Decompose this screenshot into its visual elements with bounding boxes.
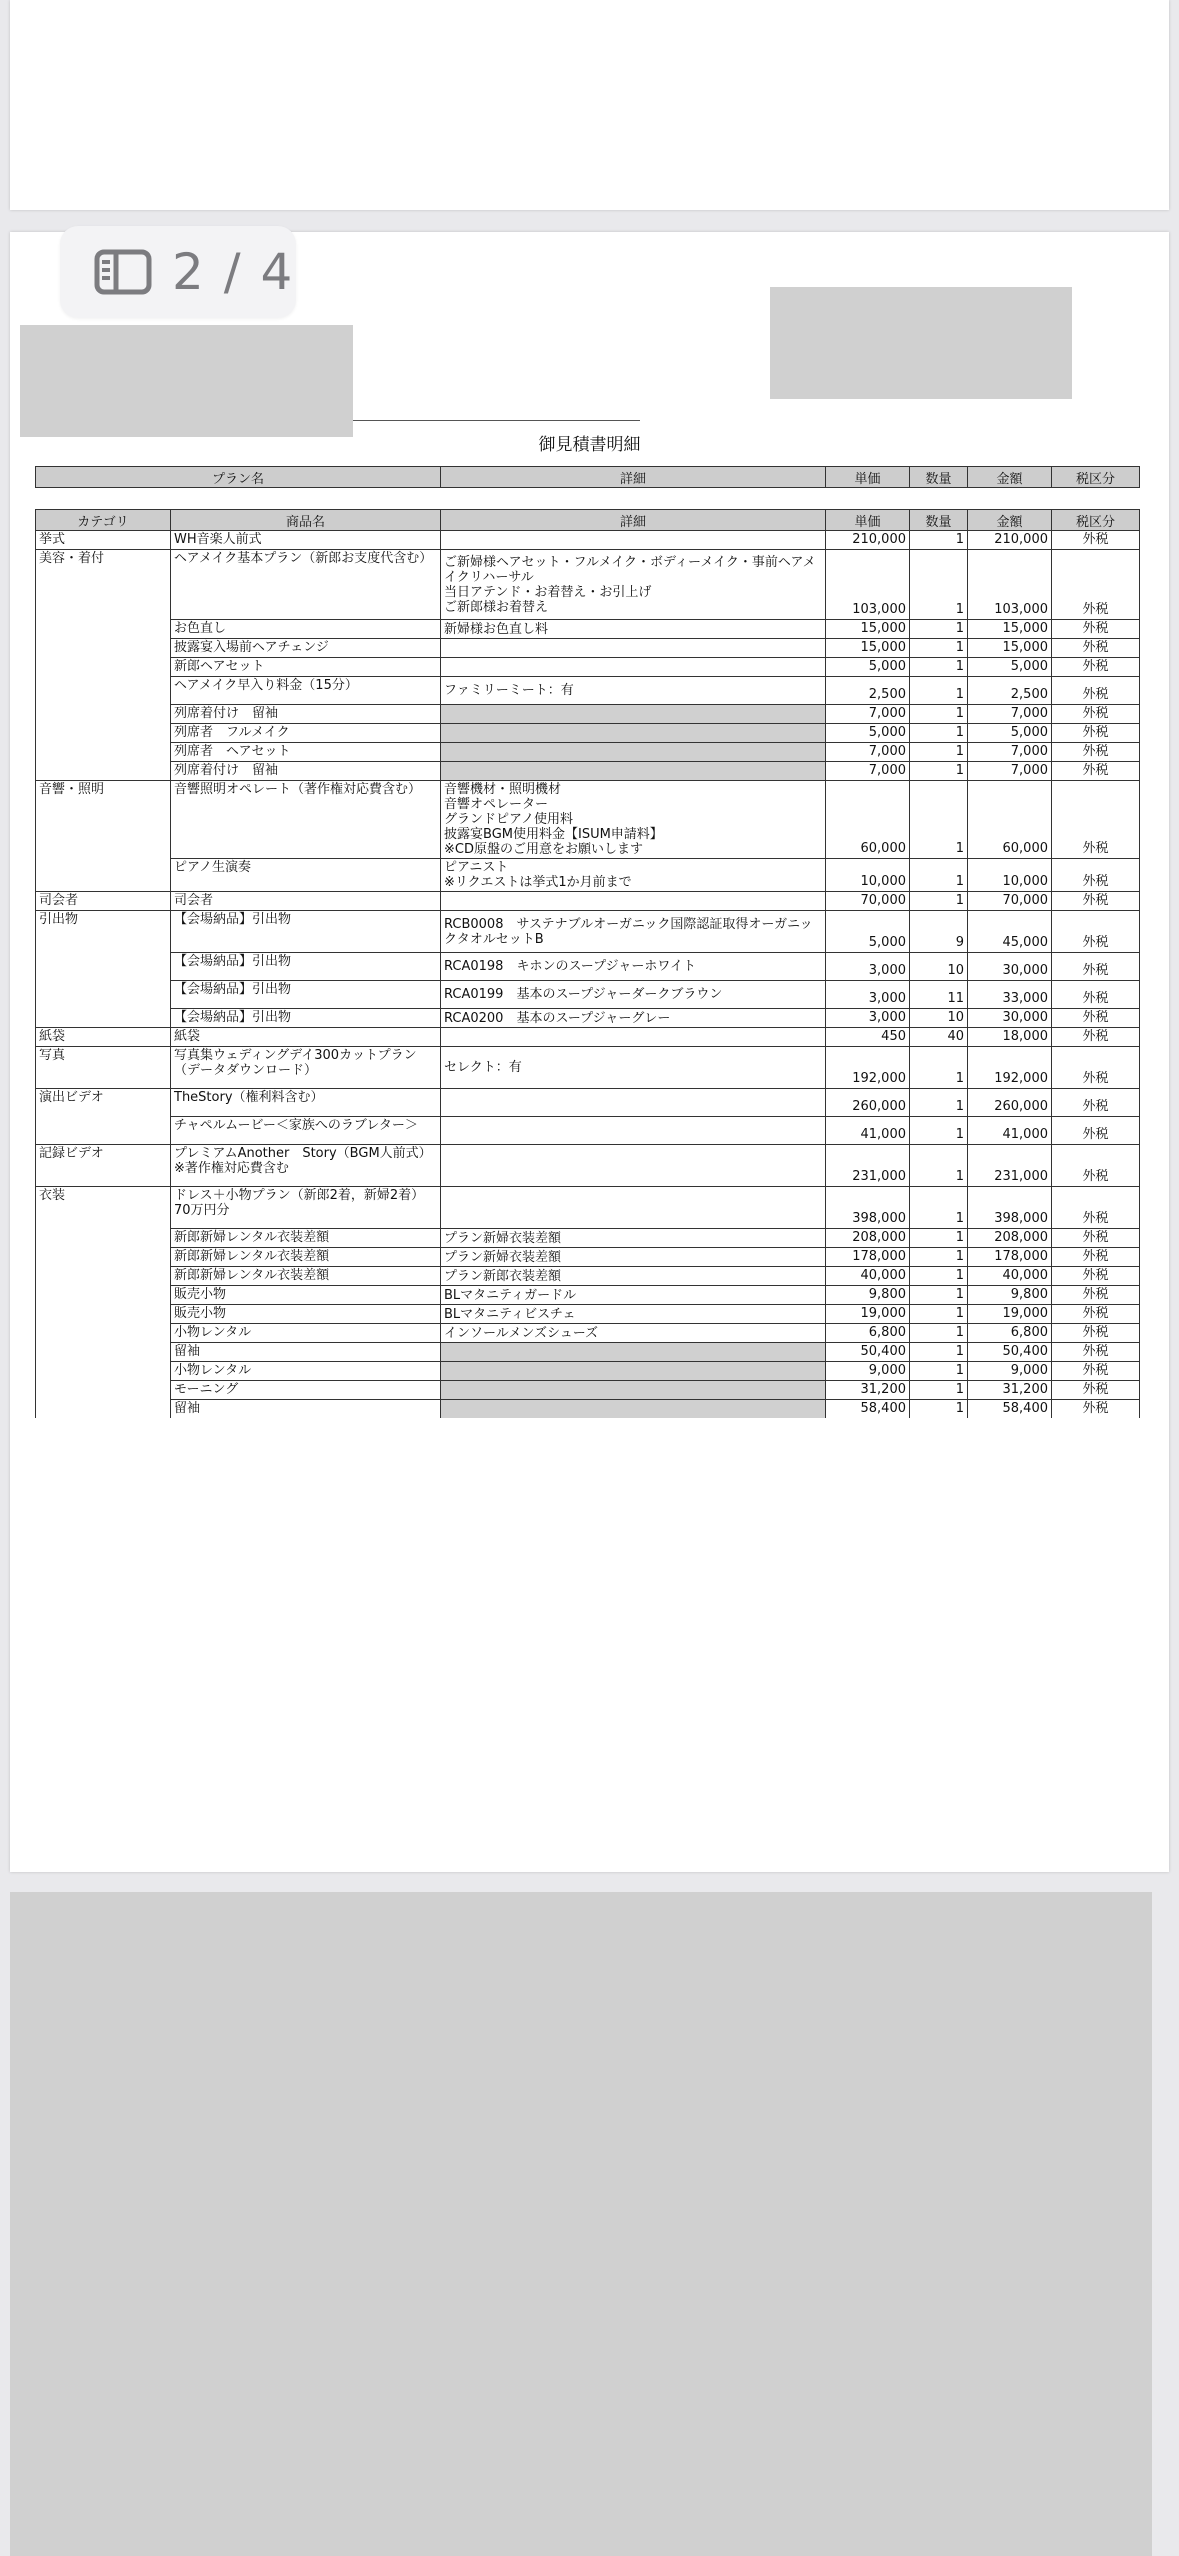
quantity-cell: 1 <box>910 531 968 550</box>
table-row <box>36 531 1140 550</box>
plan-header-cell: 数量 <box>910 467 968 488</box>
tax-type-cell: 外税 <box>1052 1324 1140 1343</box>
plan-header-cell: 金額 <box>968 467 1052 488</box>
detail-cell <box>441 762 826 781</box>
table-row <box>36 620 1140 639</box>
unit-price-cell: 208,000 <box>826 1229 910 1248</box>
item-name-cell: WH音楽人前式 <box>171 531 441 550</box>
detail-cell: ご新婦様ヘアセット・フルメイク・ボディーメイク・事前ヘアメイクリハーサル 当日アテンド・お着替え・お引上げ ご新郎様お着替え <box>441 550 826 620</box>
quantity-cell: 10 <box>910 953 968 981</box>
tax-type-cell: 外税 <box>1052 743 1140 762</box>
category-cell <box>36 1229 171 1248</box>
amount-cell: 7,000 <box>968 743 1052 762</box>
amount-cell: 31,200 <box>968 1381 1052 1400</box>
tax-type-cell: 外税 <box>1052 1229 1140 1248</box>
quantity-cell: 1 <box>910 1343 968 1362</box>
amount-cell: 103,000 <box>968 550 1052 620</box>
table-row <box>36 1400 1140 1419</box>
unit-price-cell: 3,000 <box>826 953 910 981</box>
quantity-cell: 1 <box>910 620 968 639</box>
detail-cell <box>441 531 826 550</box>
quantity-cell: 1 <box>910 1248 968 1267</box>
amount-cell: 208,000 <box>968 1229 1052 1248</box>
amount-cell: 260,000 <box>968 1089 1052 1117</box>
item-name-cell: 【会場納品】引出物 <box>171 981 441 1009</box>
items-header-cell: 税区分 <box>1052 510 1140 531</box>
amount-cell: 2,500 <box>968 677 1052 705</box>
unit-price-cell: 2,500 <box>826 677 910 705</box>
item-name-cell: 新郎新婦レンタル衣装差額 <box>171 1229 441 1248</box>
unit-price-cell: 7,000 <box>826 705 910 724</box>
detail-cell <box>441 892 826 911</box>
table-row <box>36 1248 1140 1267</box>
category-cell <box>36 1305 171 1324</box>
unit-price-cell: 41,000 <box>826 1117 910 1145</box>
tax-type-cell: 外税 <box>1052 1362 1140 1381</box>
quantity-cell: 1 <box>910 1286 968 1305</box>
amount-cell: 45,000 <box>968 911 1052 953</box>
plan-header-cell: プラン名 <box>36 467 441 488</box>
amount-cell: 33,000 <box>968 981 1052 1009</box>
redacted-address <box>770 287 1072 399</box>
amount-cell: 178,000 <box>968 1248 1052 1267</box>
unit-price-cell: 50,400 <box>826 1343 910 1362</box>
category-cell <box>36 658 171 677</box>
amount-cell: 9,800 <box>968 1286 1052 1305</box>
unit-price-cell: 9,800 <box>826 1286 910 1305</box>
category-cell <box>36 677 171 705</box>
item-name-cell: 列席者 ヘアセット <box>171 743 441 762</box>
category-cell <box>36 1324 171 1343</box>
table-row <box>36 1381 1140 1400</box>
amount-cell: 231,000 <box>968 1145 1052 1187</box>
detail-cell: セレクト：有 <box>441 1047 826 1089</box>
item-name-cell: モーニング <box>171 1381 441 1400</box>
tax-type-cell: 外税 <box>1052 658 1140 677</box>
unit-price-cell: 15,000 <box>826 620 910 639</box>
category-cell <box>36 1381 171 1400</box>
category-cell: 写真 <box>36 1047 171 1089</box>
detail-cell <box>441 1400 826 1419</box>
category-cell: 挙式 <box>36 531 171 550</box>
item-name-cell: 留袖 <box>171 1343 441 1362</box>
amount-cell: 70,000 <box>968 892 1052 911</box>
unit-price-cell: 7,000 <box>826 762 910 781</box>
quantity-cell: 1 <box>910 705 968 724</box>
table-row <box>36 1286 1140 1305</box>
quantity-cell: 1 <box>910 658 968 677</box>
items-header-cell: 商品名 <box>171 510 441 531</box>
category-cell: 美容・着付 <box>36 550 171 620</box>
quantity-cell: 1 <box>910 762 968 781</box>
amount-cell: 6,800 <box>968 1324 1052 1343</box>
table-row <box>36 1343 1140 1362</box>
item-name-cell: TheStory（権利料含む） <box>171 1089 441 1117</box>
item-name-cell: プレミアムAnother Story（BGM人前式）※著作権対応費含む <box>171 1145 441 1187</box>
detail-cell <box>441 743 826 762</box>
items-header-cell: カテゴリ <box>36 510 171 531</box>
quantity-cell: 1 <box>910 1047 968 1089</box>
item-name-cell: 販売小物 <box>171 1286 441 1305</box>
plan-header-row <box>36 467 1140 488</box>
category-cell <box>36 1400 171 1419</box>
next-page-redacted <box>10 1892 1152 2556</box>
item-name-cell: 列席着付け 留袖 <box>171 762 441 781</box>
detail-cell <box>441 705 826 724</box>
unit-price-cell: 192,000 <box>826 1047 910 1089</box>
tax-type-cell: 外税 <box>1052 911 1140 953</box>
amount-cell: 30,000 <box>968 953 1052 981</box>
header-rule <box>353 420 640 421</box>
detail-cell: ファミリーミート：有 <box>441 677 826 705</box>
detail-cell <box>441 1117 826 1145</box>
plan-table <box>35 466 1140 488</box>
quantity-cell: 1 <box>910 781 968 859</box>
table-row <box>36 1145 1140 1187</box>
category-cell <box>36 620 171 639</box>
unit-price-cell: 58,400 <box>826 1400 910 1419</box>
redacted-logo <box>20 325 353 437</box>
amount-cell: 60,000 <box>968 781 1052 859</box>
category-cell <box>36 981 171 1009</box>
item-name-cell: チャペルムービー＜家族へのラブレター＞ <box>171 1117 441 1145</box>
items-header-cell: 単価 <box>826 510 910 531</box>
items-header-cell: 詳細 <box>441 510 826 531</box>
quantity-cell: 1 <box>910 859 968 892</box>
category-cell: 司会者 <box>36 892 171 911</box>
table-row <box>36 1324 1140 1343</box>
quantity-cell: 1 <box>910 892 968 911</box>
unit-price-cell: 9,000 <box>826 1362 910 1381</box>
quantity-cell: 1 <box>910 1267 968 1286</box>
quantity-cell: 1 <box>910 639 968 658</box>
plan-header-cell: 単価 <box>826 467 910 488</box>
page-indicator[interactable] <box>60 226 296 318</box>
items-header-cell: 金額 <box>968 510 1052 531</box>
item-name-cell: 新郎新婦レンタル衣装差額 <box>171 1267 441 1286</box>
detail-cell <box>441 1343 826 1362</box>
detail-cell <box>441 639 826 658</box>
detail-cell: プラン新婦衣装差額 <box>441 1229 826 1248</box>
quantity-cell: 1 <box>910 724 968 743</box>
item-name-cell: 音響照明オペレート（著作権対応費含む） <box>171 781 441 859</box>
table-row <box>36 911 1140 953</box>
tax-type-cell: 外税 <box>1052 1400 1140 1419</box>
amount-cell: 5,000 <box>968 658 1052 677</box>
unit-price-cell: 7,000 <box>826 743 910 762</box>
amount-cell: 210,000 <box>968 531 1052 550</box>
quantity-cell: 1 <box>910 1381 968 1400</box>
unit-price-cell: 31,200 <box>826 1381 910 1400</box>
item-name-cell: 紙袋 <box>171 1028 441 1047</box>
quantity-cell: 1 <box>910 743 968 762</box>
item-name-cell: 留袖 <box>171 1400 441 1419</box>
item-name-cell: 【会場納品】引出物 <box>171 911 441 953</box>
category-cell: 紙袋 <box>36 1028 171 1047</box>
amount-cell: 7,000 <box>968 762 1052 781</box>
quantity-cell: 1 <box>910 677 968 705</box>
tax-type-cell: 外税 <box>1052 639 1140 658</box>
amount-cell: 398,000 <box>968 1187 1052 1229</box>
quantity-cell: 1 <box>910 1229 968 1248</box>
items-header-cell: 数量 <box>910 510 968 531</box>
amount-cell: 9,000 <box>968 1362 1052 1381</box>
unit-price-cell: 6,800 <box>826 1324 910 1343</box>
detail-cell: RCB0008 サステナブルオーガニック国際認証取得オーガニックタオルセットB <box>441 911 826 953</box>
table-row <box>36 724 1140 743</box>
unit-price-cell: 260,000 <box>826 1089 910 1117</box>
item-name-cell: 【会場納品】引出物 <box>171 1009 441 1028</box>
category-cell <box>36 1267 171 1286</box>
detail-cell <box>441 1187 826 1229</box>
unit-price-cell: 103,000 <box>826 550 910 620</box>
tax-type-cell: 外税 <box>1052 1028 1140 1047</box>
amount-cell: 192,000 <box>968 1047 1052 1089</box>
tax-type-cell: 外税 <box>1052 724 1140 743</box>
detail-cell: 音響機材・照明機材 音響オペレーター グランドピアノ使用料 披露宴BGM使用料金【ISUM申請料】 ※CD原盤のご用意をお願いします <box>441 781 826 859</box>
table-row <box>36 1089 1140 1117</box>
detail-cell: プラン新郎衣装差額 <box>441 1267 826 1286</box>
quantity-cell: 1 <box>910 1145 968 1187</box>
category-cell <box>36 953 171 981</box>
table-row <box>36 781 1140 859</box>
sidebar-icon <box>94 249 152 295</box>
unit-price-cell: 10,000 <box>826 859 910 892</box>
tax-type-cell: 外税 <box>1052 1047 1140 1089</box>
table-row <box>36 981 1140 1009</box>
unit-price-cell: 3,000 <box>826 981 910 1009</box>
unit-price-cell: 60,000 <box>826 781 910 859</box>
tax-type-cell: 外税 <box>1052 550 1140 620</box>
item-name-cell: 披露宴入場前ヘアチェンジ <box>171 639 441 658</box>
plan-header-cell: 税区分 <box>1052 467 1140 488</box>
quantity-cell: 1 <box>910 1117 968 1145</box>
item-name-cell: 小物レンタル <box>171 1324 441 1343</box>
category-cell <box>36 639 171 658</box>
item-name-cell: 列席者 フルメイク <box>171 724 441 743</box>
category-cell <box>36 1286 171 1305</box>
amount-cell: 15,000 <box>968 639 1052 658</box>
category-cell <box>36 1362 171 1381</box>
category-cell: 演出ビデオ <box>36 1089 171 1117</box>
quantity-cell: 1 <box>910 1324 968 1343</box>
items-table <box>35 509 1140 1418</box>
item-name-cell: 販売小物 <box>171 1305 441 1324</box>
tax-type-cell: 外税 <box>1052 1089 1140 1117</box>
detail-cell: RCA0198 キホンのスープジャーホワイト <box>441 953 826 981</box>
unit-price-cell: 398,000 <box>826 1187 910 1229</box>
quantity-cell: 10 <box>910 1009 968 1028</box>
item-name-cell: ヘアメイク早入り料金（15分） <box>171 677 441 705</box>
tax-type-cell: 外税 <box>1052 1248 1140 1267</box>
tax-type-cell: 外税 <box>1052 677 1140 705</box>
item-name-cell: 【会場納品】引出物 <box>171 953 441 981</box>
table-row <box>36 1009 1140 1028</box>
item-name-cell: 列席着付け 留袖 <box>171 705 441 724</box>
tax-type-cell: 外税 <box>1052 1009 1140 1028</box>
category-cell: 衣装 <box>36 1187 171 1229</box>
tax-type-cell: 外税 <box>1052 859 1140 892</box>
category-cell <box>36 1343 171 1362</box>
unit-price-cell: 40,000 <box>826 1267 910 1286</box>
page-counter: 2 / 4 <box>172 243 295 301</box>
amount-cell: 19,000 <box>968 1305 1052 1324</box>
category-cell <box>36 1248 171 1267</box>
quantity-cell: 1 <box>910 550 968 620</box>
item-name-cell: 司会者 <box>171 892 441 911</box>
detail-cell <box>441 1089 826 1117</box>
amount-cell: 10,000 <box>968 859 1052 892</box>
unit-price-cell: 15,000 <box>826 639 910 658</box>
tax-type-cell: 外税 <box>1052 705 1140 724</box>
tax-type-cell: 外税 <box>1052 1343 1140 1362</box>
quantity-cell: 1 <box>910 1400 968 1419</box>
unit-price-cell: 5,000 <box>826 658 910 677</box>
table-row <box>36 1028 1140 1047</box>
table-row <box>36 677 1140 705</box>
tax-type-cell: 外税 <box>1052 1145 1140 1187</box>
category-cell: 記録ビデオ <box>36 1145 171 1187</box>
table-row <box>36 1187 1140 1229</box>
category-cell: 引出物 <box>36 911 171 953</box>
tax-type-cell: 外税 <box>1052 892 1140 911</box>
quantity-cell: 1 <box>910 1187 968 1229</box>
table-row <box>36 892 1140 911</box>
detail-cell: RCA0200 基本のスープジャーグレー <box>441 1009 826 1028</box>
detail-cell <box>441 1362 826 1381</box>
unit-price-cell: 450 <box>826 1028 910 1047</box>
plan-header-cell: 詳細 <box>441 467 826 488</box>
tax-type-cell: 外税 <box>1052 1187 1140 1229</box>
unit-price-cell: 19,000 <box>826 1305 910 1324</box>
table-row <box>36 639 1140 658</box>
unit-price-cell: 5,000 <box>826 911 910 953</box>
detail-cell: BLマタニティガードル <box>441 1286 826 1305</box>
category-cell <box>36 1117 171 1145</box>
item-name-cell: ピアノ生演奏 <box>171 859 441 892</box>
table-row <box>36 1267 1140 1286</box>
detail-cell: プラン新婦衣装差額 <box>441 1248 826 1267</box>
amount-cell: 50,400 <box>968 1343 1052 1362</box>
amount-cell: 41,000 <box>968 1117 1052 1145</box>
tax-type-cell: 外税 <box>1052 531 1140 550</box>
detail-cell <box>441 1381 826 1400</box>
quantity-cell: 1 <box>910 1089 968 1117</box>
table-row <box>36 743 1140 762</box>
tax-type-cell: 外税 <box>1052 1267 1140 1286</box>
tax-type-cell: 外税 <box>1052 1305 1140 1324</box>
category-cell <box>36 705 171 724</box>
detail-cell: 新婦様お色直し料 <box>441 620 826 639</box>
table-row <box>36 1305 1140 1324</box>
amount-cell: 7,000 <box>968 705 1052 724</box>
unit-price-cell: 210,000 <box>826 531 910 550</box>
item-name-cell: ドレス＋小物プラン（新郎2着，新婦2着）70万円分 <box>171 1187 441 1229</box>
tax-type-cell: 外税 <box>1052 1381 1140 1400</box>
category-cell: 音響・照明 <box>36 781 171 859</box>
amount-cell: 40,000 <box>968 1267 1052 1286</box>
amount-cell: 18,000 <box>968 1028 1052 1047</box>
item-name-cell: ヘアメイク基本プラン（新郎お支度代含む） <box>171 550 441 620</box>
document-title: 御見積書明細 <box>538 435 641 455</box>
tax-type-cell: 外税 <box>1052 781 1140 859</box>
detail-cell <box>441 658 826 677</box>
tax-type-cell: 外税 <box>1052 1117 1140 1145</box>
detail-cell: ピアニスト ※リクエストは挙式1か月前まで <box>441 859 826 892</box>
table-row <box>36 1047 1140 1089</box>
item-name-cell: 小物レンタル <box>171 1362 441 1381</box>
tax-type-cell: 外税 <box>1052 981 1140 1009</box>
amount-cell: 5,000 <box>968 724 1052 743</box>
table-row <box>36 953 1140 981</box>
table-row <box>36 1229 1140 1248</box>
unit-price-cell: 70,000 <box>826 892 910 911</box>
detail-cell: RCA0199 基本のスープジャーダークブラウン <box>441 981 826 1009</box>
tax-type-cell: 外税 <box>1052 762 1140 781</box>
item-name-cell: 新郎ヘアセット <box>171 658 441 677</box>
category-cell <box>36 724 171 743</box>
amount-cell: 15,000 <box>968 620 1052 639</box>
quantity-cell: 40 <box>910 1028 968 1047</box>
item-name-cell: 新郎新婦レンタル衣装差額 <box>171 1248 441 1267</box>
table-row <box>36 705 1140 724</box>
table-row <box>36 550 1140 620</box>
items-header-row <box>36 510 1140 531</box>
detail-cell <box>441 724 826 743</box>
quantity-cell: 11 <box>910 981 968 1009</box>
tax-type-cell: 外税 <box>1052 953 1140 981</box>
quantity-cell: 9 <box>910 911 968 953</box>
item-name-cell: 写真集ウェディングデイ300カットプラン（データダウンロード） <box>171 1047 441 1089</box>
quantity-cell: 1 <box>910 1362 968 1381</box>
amount-cell: 30,000 <box>968 1009 1052 1028</box>
table-row <box>36 859 1140 892</box>
unit-price-cell: 3,000 <box>826 1009 910 1028</box>
category-cell <box>36 743 171 762</box>
unit-price-cell: 231,000 <box>826 1145 910 1187</box>
category-cell <box>36 859 171 892</box>
item-name-cell: お色直し <box>171 620 441 639</box>
table-row <box>36 1117 1140 1145</box>
table-row <box>36 1362 1140 1381</box>
tax-type-cell: 外税 <box>1052 1286 1140 1305</box>
table-row <box>36 658 1140 677</box>
category-cell <box>36 762 171 781</box>
amount-cell: 58,400 <box>968 1400 1052 1419</box>
detail-cell: インソールメンズシューズ <box>441 1324 826 1343</box>
unit-price-cell: 178,000 <box>826 1248 910 1267</box>
table-row <box>36 762 1140 781</box>
category-cell <box>36 1009 171 1028</box>
detail-cell <box>441 1028 826 1047</box>
unit-price-cell: 5,000 <box>826 724 910 743</box>
quantity-cell: 1 <box>910 1305 968 1324</box>
tax-type-cell: 外税 <box>1052 620 1140 639</box>
detail-cell <box>441 1145 826 1187</box>
previous-page <box>10 0 1169 210</box>
detail-cell: BLマタニティビスチェ <box>441 1305 826 1324</box>
